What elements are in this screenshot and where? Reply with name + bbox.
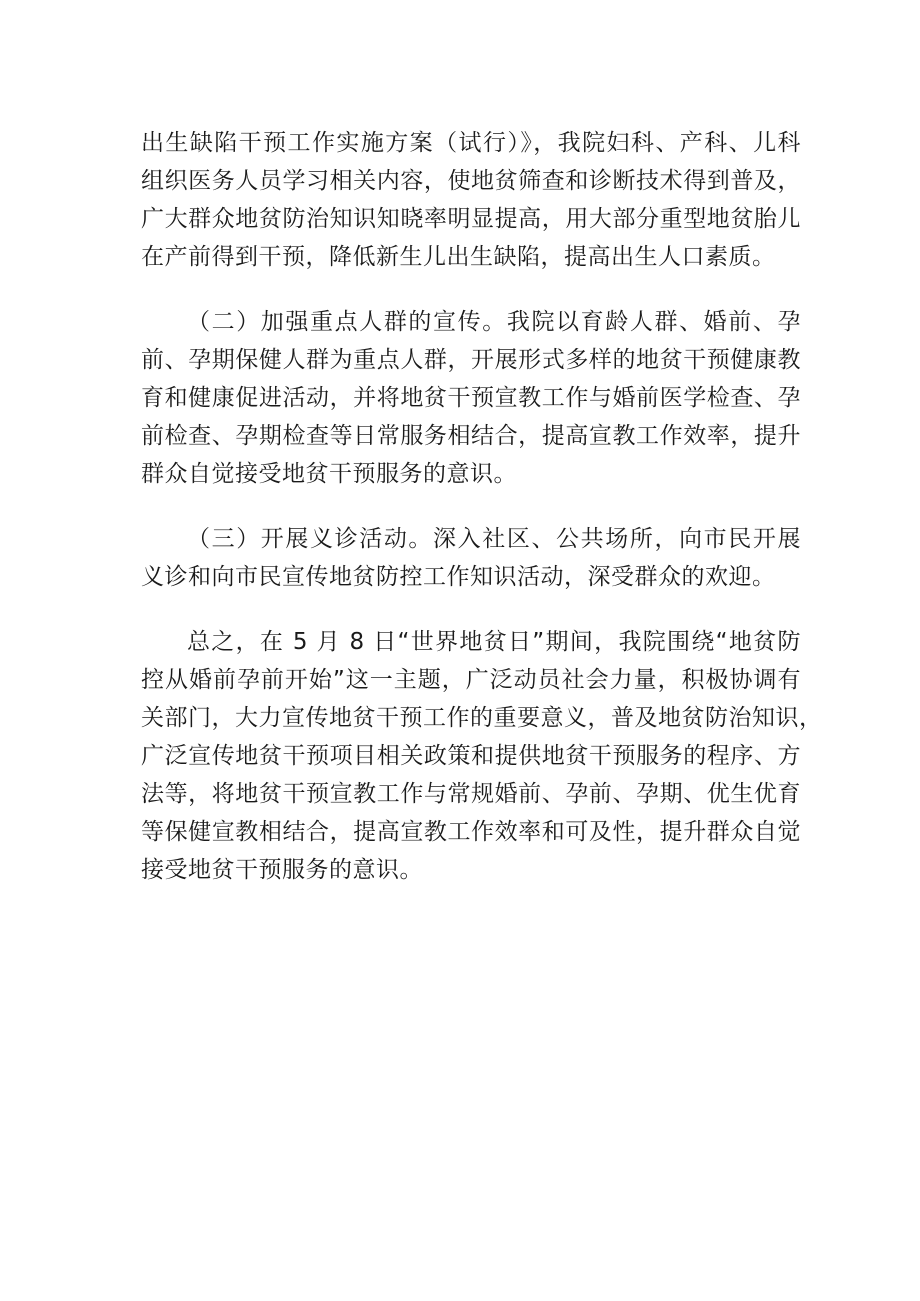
paragraph-key-groups	[141, 303, 801, 493]
paragraph-gap	[141, 493, 801, 520]
paragraph-gap	[141, 276, 801, 303]
text-line: 组织医务人员学习相关内容，使地贫筛查和诊断技术得到普及，	[141, 168, 801, 194]
paragraph-gap	[141, 596, 801, 623]
text-line: （二）加强重点人群的宣传。我院以育龄人群、婚前、孕	[187, 309, 801, 335]
text-line: 控从婚前孕前开始”这一主题，广泛动员社会力量，积极协调有	[141, 667, 801, 693]
paragraph-summary	[141, 623, 823, 889]
text-line: 在产前得到干预，降低新生儿出生缺陷，提高出生人口素质。	[141, 244, 776, 270]
text-line: 育和健康促进活动，并将地贫干预宣教工作与婚前医学检查、孕	[141, 385, 801, 411]
text-line: 等保健宣教相结合，提高宣教工作效率和可及性，提升群众自觉	[141, 819, 801, 845]
text-line: 广泛宣传地贫干预项目相关政策和提供地贫干预服务的程序、方	[141, 743, 801, 769]
document-body	[141, 124, 823, 889]
text-line: 关部门，大力宣传地贫干预工作的重要意义，普及地贫防治知识，	[141, 705, 823, 731]
text-line: 群众自觉接受地贫干预服务的意识。	[141, 461, 517, 487]
text-line: 前检查、孕期检查等日常服务相结合，提高宣教工作效率，提升	[141, 423, 801, 449]
text-line: 总之，在 5 月 8 日“世界地贫日”期间，我院围绕“地贫防	[187, 629, 801, 655]
paragraph-screening-outcome	[141, 124, 801, 276]
text-line: 法等，将地贫干预宣教工作与常规婚前、孕前、孕期、优生优育	[141, 781, 801, 807]
text-line: 出生缺陷干预工作实施方案（试行）》，我院妇科、产科、儿科	[141, 130, 801, 156]
text-line: 接受地贫干预服务的意识。	[141, 857, 423, 883]
text-line: 义诊和向市民宣传地贫防控工作知识活动，深受群众的欢迎。	[141, 564, 776, 590]
paragraph-free-clinic	[141, 520, 801, 596]
text-line: （三）开展义诊活动。深入社区、公共场所，向市民开展	[187, 526, 801, 552]
text-line: 广大群众地贫防治知识知晓率明显提高，用大部分重型地贫胎儿	[141, 206, 801, 232]
text-line: 前、孕期保健人群为重点人群，开展形式多样的地贫干预健康教	[141, 347, 801, 373]
